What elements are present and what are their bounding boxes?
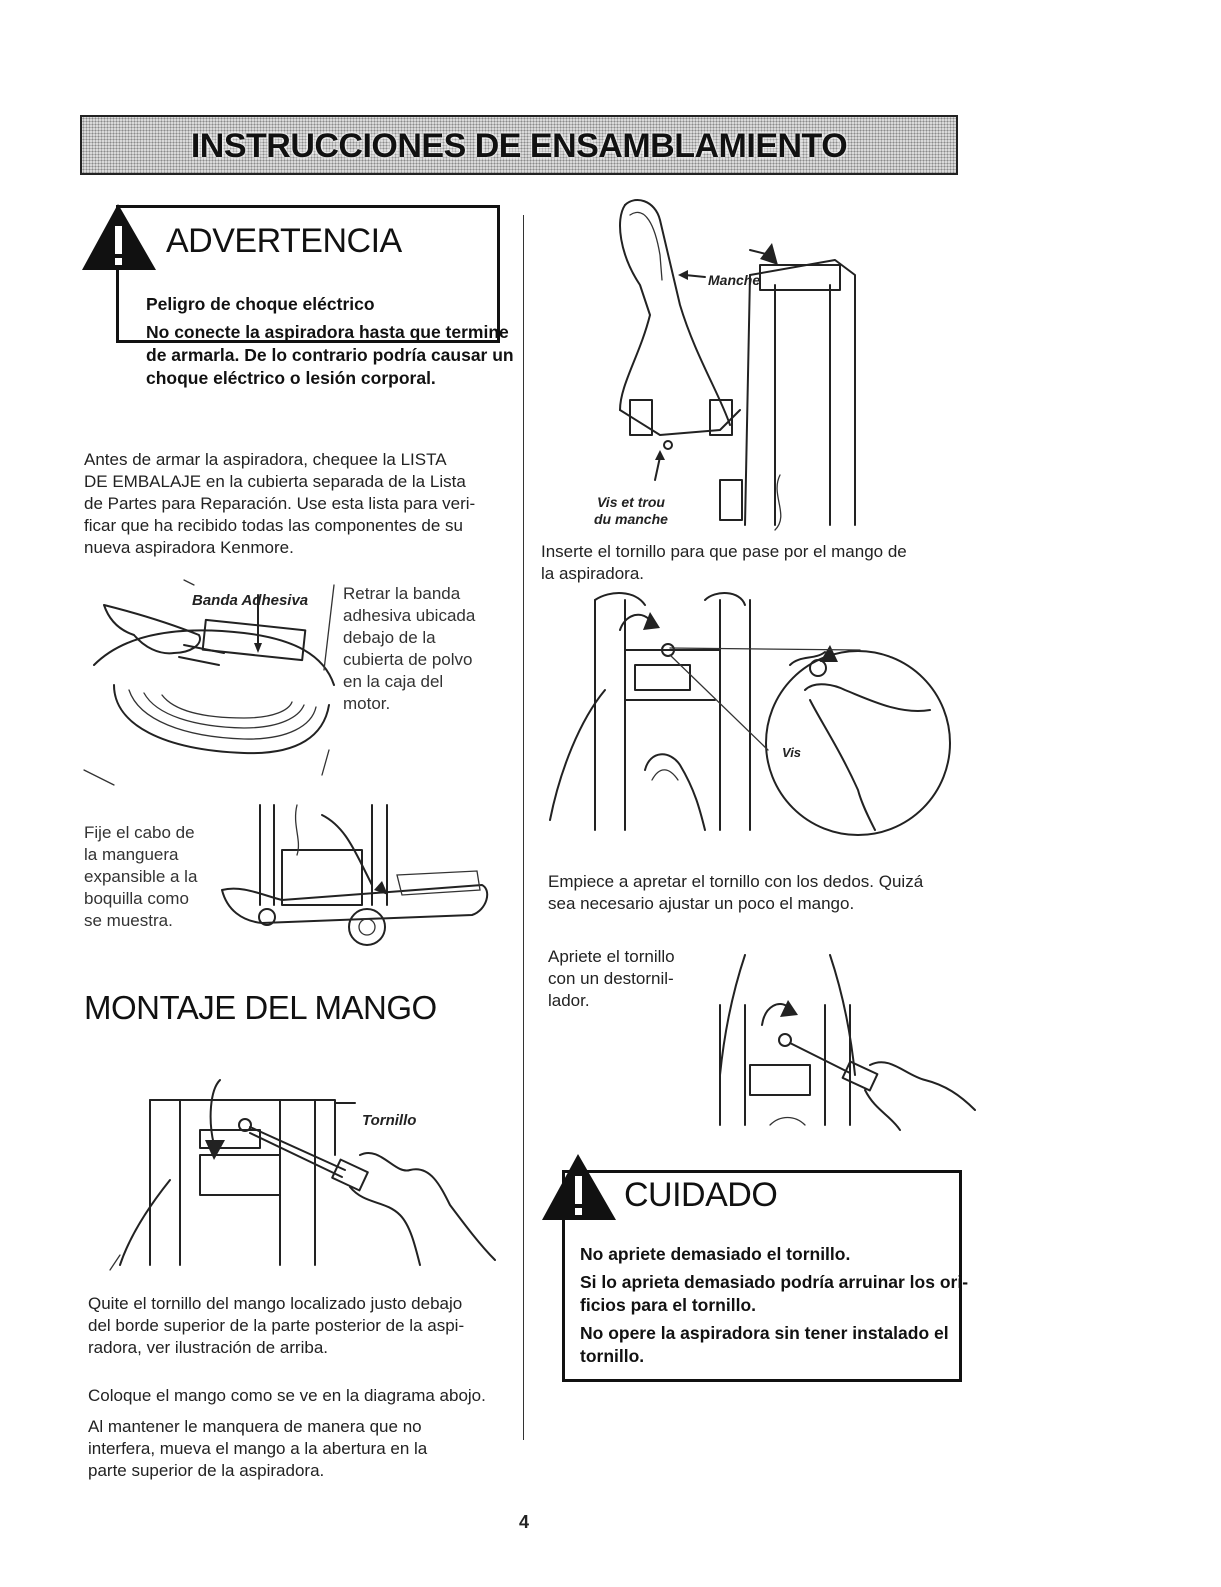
screw-label: Tornillo (362, 1112, 417, 1129)
section-banner (80, 115, 958, 175)
place-handle-text: Coloque el mango como se ve en la diagrama abojo. (88, 1386, 486, 1405)
caution-title: CUIDADO (624, 1176, 778, 1214)
move-handle-text: Al mantener le manquera de manera que no interfera, mueva el mango a la abertura en la parte superior de la aspiradora. (88, 1417, 428, 1480)
banner-title: INSTRUCCIONES DE ENSAMBLAMIENTO (190, 127, 848, 165)
handle-hole-label: Vis et trou du manche (594, 494, 668, 527)
page-number: 4 (519, 1512, 530, 1532)
screw-removal-illustration (110, 1075, 510, 1280)
warning-text: No conecte la aspiradora hasta que termine de armarla. De lo contrario podría causar un choque eléctrico o lesión corporal. (146, 322, 514, 388)
hose-attach-illustration (222, 795, 492, 955)
column-divider (523, 215, 524, 1440)
warning-triangle-icon (80, 200, 160, 272)
tighten-screw-text: Apriete el tornillo con un destornil- lador. (548, 947, 675, 1010)
remove-screw-text: Quite el tornillo del mango localizado justo debajo del borde superior de la parte posterior de la aspi- radora, ver ilustración de arriba. (88, 1294, 465, 1357)
tape-caption: Retrar la banda adhesiva ubicada debajo de la cubierta de polvo en la caja del motor. (343, 584, 476, 713)
hose-caption: Fije el cabo de la manguera expansible a la boquilla como se muestra. (84, 823, 198, 930)
caution-p2: Si lo aprieta demasiado podría arruinar los ori- ficios para el tornillo. (580, 1272, 969, 1315)
warning-subtitle: Peligro de choque eléctrico (146, 294, 375, 314)
caution-p3: No opere la aspiradora sin tener instalado el tornillo. (580, 1323, 949, 1366)
intro-paragraph: Antes de armar la aspiradora, chequee la LISTA DE EMBALAJE en la cubierta separada de la Lista de Partes para Reparación. Use esta lista para veri- ficar que ha recibido todas las componentes de su nueva aspiradora Kenmore. (84, 450, 476, 557)
insert-screw-text: Inserte el tornillo para que pase por el mango de la aspiradora. (541, 542, 907, 583)
tape-label: Banda Adhesiva (192, 592, 309, 609)
caution-triangle-icon (540, 1150, 620, 1222)
handle-section-title: MONTAJE DEL MANGO (84, 989, 437, 1026)
caution-p1: No apriete demasiado el tornillo. (580, 1244, 851, 1264)
finger-tighten-illustration (540, 590, 960, 840)
handle-insert-illustration (600, 195, 900, 540)
finger-tighten-text: Empiece a apretar el tornillo con los dedos. Quizá sea necesario ajustar un poco el mango. (548, 872, 924, 913)
handle-label: Manche (708, 272, 761, 288)
screwdriver-tighten-illustration (690, 945, 980, 1135)
screw-vis-label: Vis (782, 745, 802, 760)
warning-title: ADVERTENCIA (166, 222, 402, 260)
